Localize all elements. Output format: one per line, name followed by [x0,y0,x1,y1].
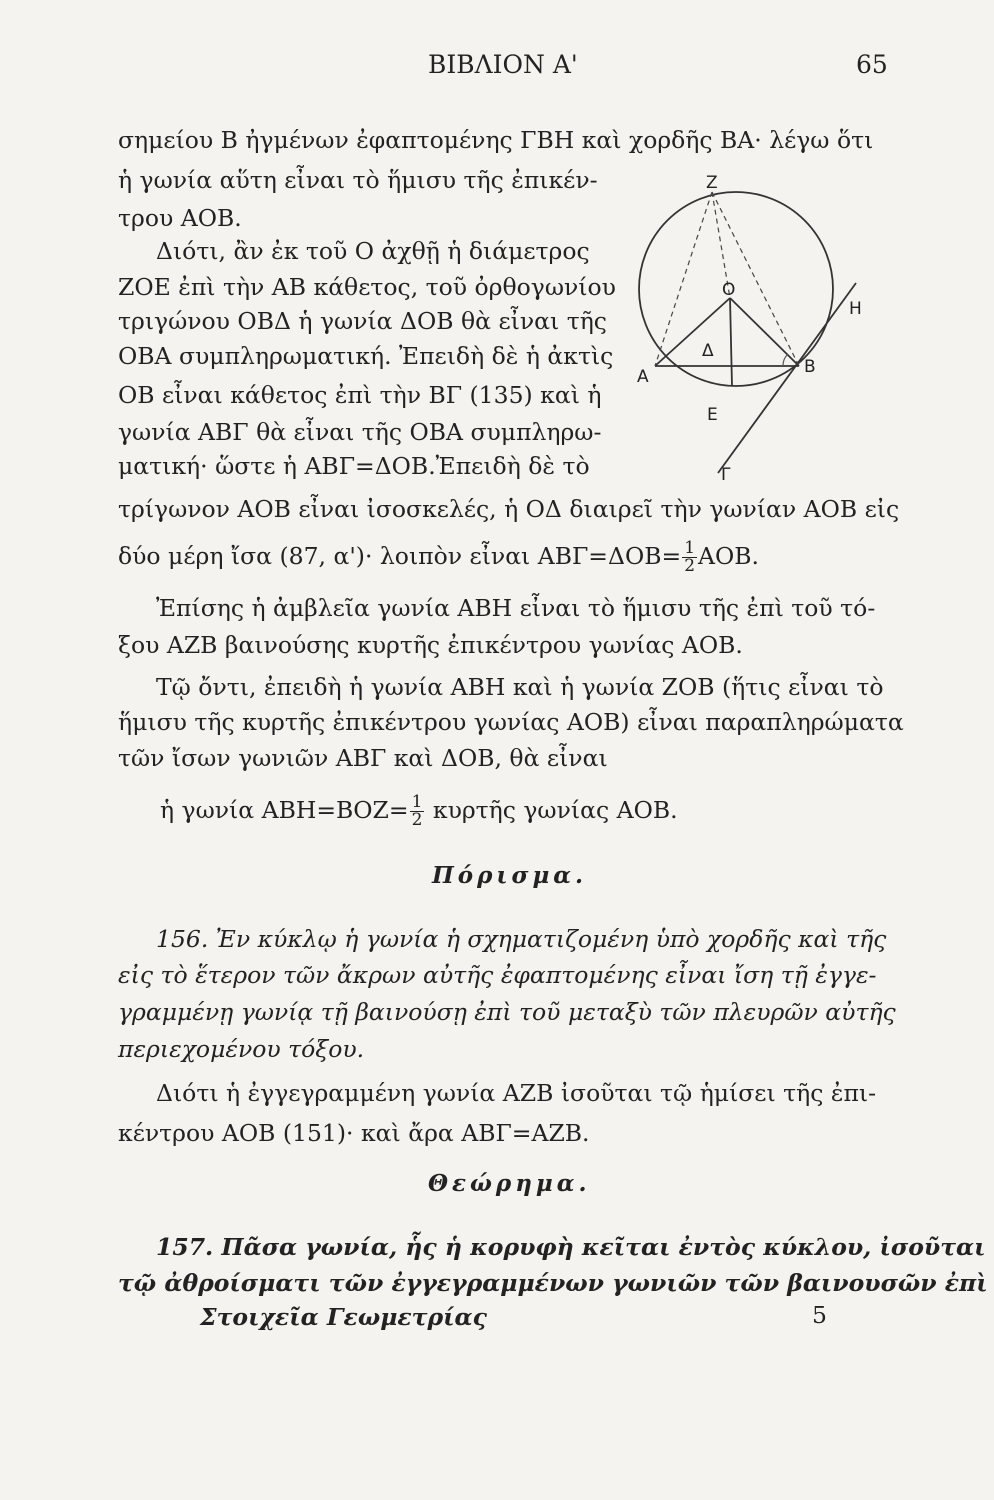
body-line-15: Τῷ ὄντι, ἐπειδὴ ἡ γωνία ΑΒΗ καὶ ἡ γωνία ΖΟΒ (ἥτις εἶναι τὸ [156,673,884,701]
body-line-12 [118,540,759,575]
porisma-line-4: περιεχομένου τόξου. [118,1035,365,1063]
body-line-18-text: ἡ γωνία ΑΒΗ=ΒΟΖ= [160,796,409,824]
body-line-14: ξου ΑΖΒ βαινούσης κυρτῆς ἐπικέντρου γωνίας ΑΟΒ. [118,631,743,659]
angle-arc [783,354,788,366]
segment-oe [730,298,732,386]
body-line-11: τρίγωνον ΑΟΒ εἶναι ἰσοσκελές, ἡ ΟΔ διαιρεῖ τὴν γωνίαν ΑΟΒ εἰς [118,495,900,523]
body-line-4: Διότι, ἂν ἐκ τοῦ Ο ἀχθῇ ἡ διάμετρος [156,237,590,265]
porisma-heading: Πόρισμα. [432,862,587,889]
label-a: A [637,367,649,387]
body-line-18 [160,794,678,829]
theorema-heading: Θεώρημα. [428,1170,591,1197]
signature-number: 5 [812,1301,827,1329]
body-line-12-text: δύο μέρη ἴσα (87, α')· λοιπὸν εἶναι ΑΒΓ=ΔΟΒ= [118,542,682,570]
fraction-one-half [682,540,697,575]
tangent-gbh [718,283,856,473]
body-line-12-end: ΑΟΒ. [698,542,759,570]
label-delta: Δ [702,341,714,361]
theorema-line-1: 157. Πᾶσα γωνία, ἧς ἡ κορυφὴ κεῖται ἐντὸς κύκλου, ἰσοῦται [156,1233,986,1261]
fraction-numerator-2: 1 [411,792,423,812]
porisma-line-6: κέντρου ΑΟΒ (151)· καὶ ἄρα ΑΒΓ=ΑΖΒ. [118,1119,590,1147]
label-o: O [722,280,736,300]
porisma-line-5: Διότι ἡ ἐγγεγραμμένη γωνία ΑΖΒ ἰσοῦται τῷ ἡμίσει τῆς ἐπι- [156,1079,877,1107]
body-line-18-end: κυρτῆς γωνίας ΑΟΒ. [432,796,678,824]
theorema-line-2: τῷ ἀθροίσματι τῶν ἐγγεγραμμένων γωνιῶν τῶν βαινουσῶν ἐπὶ [118,1269,988,1297]
fraction-numerator: 1 [684,538,696,558]
body-line-1: σημείου Β ἠγμένων ἐφαπτομένης ΓΒΗ καὶ χορδῆς ΒΑ· λέγω ὅτι [118,126,874,154]
porisma-line-2: εἰς τὸ ἕτερον τῶν ἄκρων αὐτῆς ἐφαπτομένης εἶναι ἴση τῇ ἐγγε- [118,961,877,989]
fraction-denominator-2: 2 [411,810,423,830]
label-gamma: Γ [721,465,731,485]
label-h: H [849,299,862,319]
body-line-7: ΟΒΑ συμπληρωματική. Ἐπειδὴ δὲ ἡ ἀκτὶς [118,342,614,370]
footer-title: Στοιχεῖα Γεωμετρίας [200,1303,487,1331]
porisma-line-1: 156. Ἐν κύκλῳ ἡ γωνία ἡ σχηματιζομένη ὑπὸ χορδῆς καὶ τῆς [156,925,887,953]
body-line-13: Ἐπίσης ἡ ἀμβλεῖα γωνία ΑΒΗ εἶναι τὸ ἥμισυ τῆς ἐπὶ τοῦ τό- [156,594,876,622]
label-e: E [707,405,718,425]
geometry-figure [620,170,870,500]
body-line-9: γωνία ΑΒΓ θὰ εἶναι τῆς ΟΒΑ συμπληρω- [118,418,602,446]
dashed-zb [712,192,799,366]
porisma-line-3: γραμμένῃ γωνίᾳ τῇ βαινούσῃ ἐπὶ τοῦ μεταξὺ τῶν πλευρῶν αὐτῆς [118,998,896,1026]
body-line-5: ΖΟΕ ἐπὶ τὴν ΑΒ κάθετος, τοῦ ὀρθογωνίου [118,273,616,301]
body-line-3: τρου ΑΟΒ. [118,204,242,232]
page-number: 65 [856,50,888,79]
body-line-6: τριγώνου ΟΒΔ ἡ γωνία ΔΟΒ θὰ εἶναι τῆς [118,307,607,335]
body-line-16: ἥμισυ τῆς κυρτῆς ἐπικέντρου γωνίας ΑΟΒ) εἶναι παραπληρώματα [118,708,904,736]
body-line-8: ΟΒ εἶναι κάθετος ἐπὶ τὴν ΒΓ (135) καὶ ἡ [118,381,602,409]
body-line-17: τῶν ἴσων γωνιῶν ΑΒΓ καὶ ΔΟΒ, θὰ εἶναι [118,744,608,772]
radius-ob [730,298,799,366]
label-z: Z [706,173,718,193]
body-line-10: ματική· ὥστε ἡ ΑΒΓ=ΔΟΒ.Ἐπειδὴ δὲ τὸ [118,452,590,480]
fraction-denominator: 2 [684,556,696,576]
body-line-2: ἡ γωνία αὕτη εἶναι τὸ ἥμισυ τῆς ἐπικέν- [118,166,598,194]
fraction-one-half-2 [410,794,425,829]
running-header: ΒΙΒΛΙΟΝ Α' [428,50,578,79]
label-b: B [804,357,816,377]
